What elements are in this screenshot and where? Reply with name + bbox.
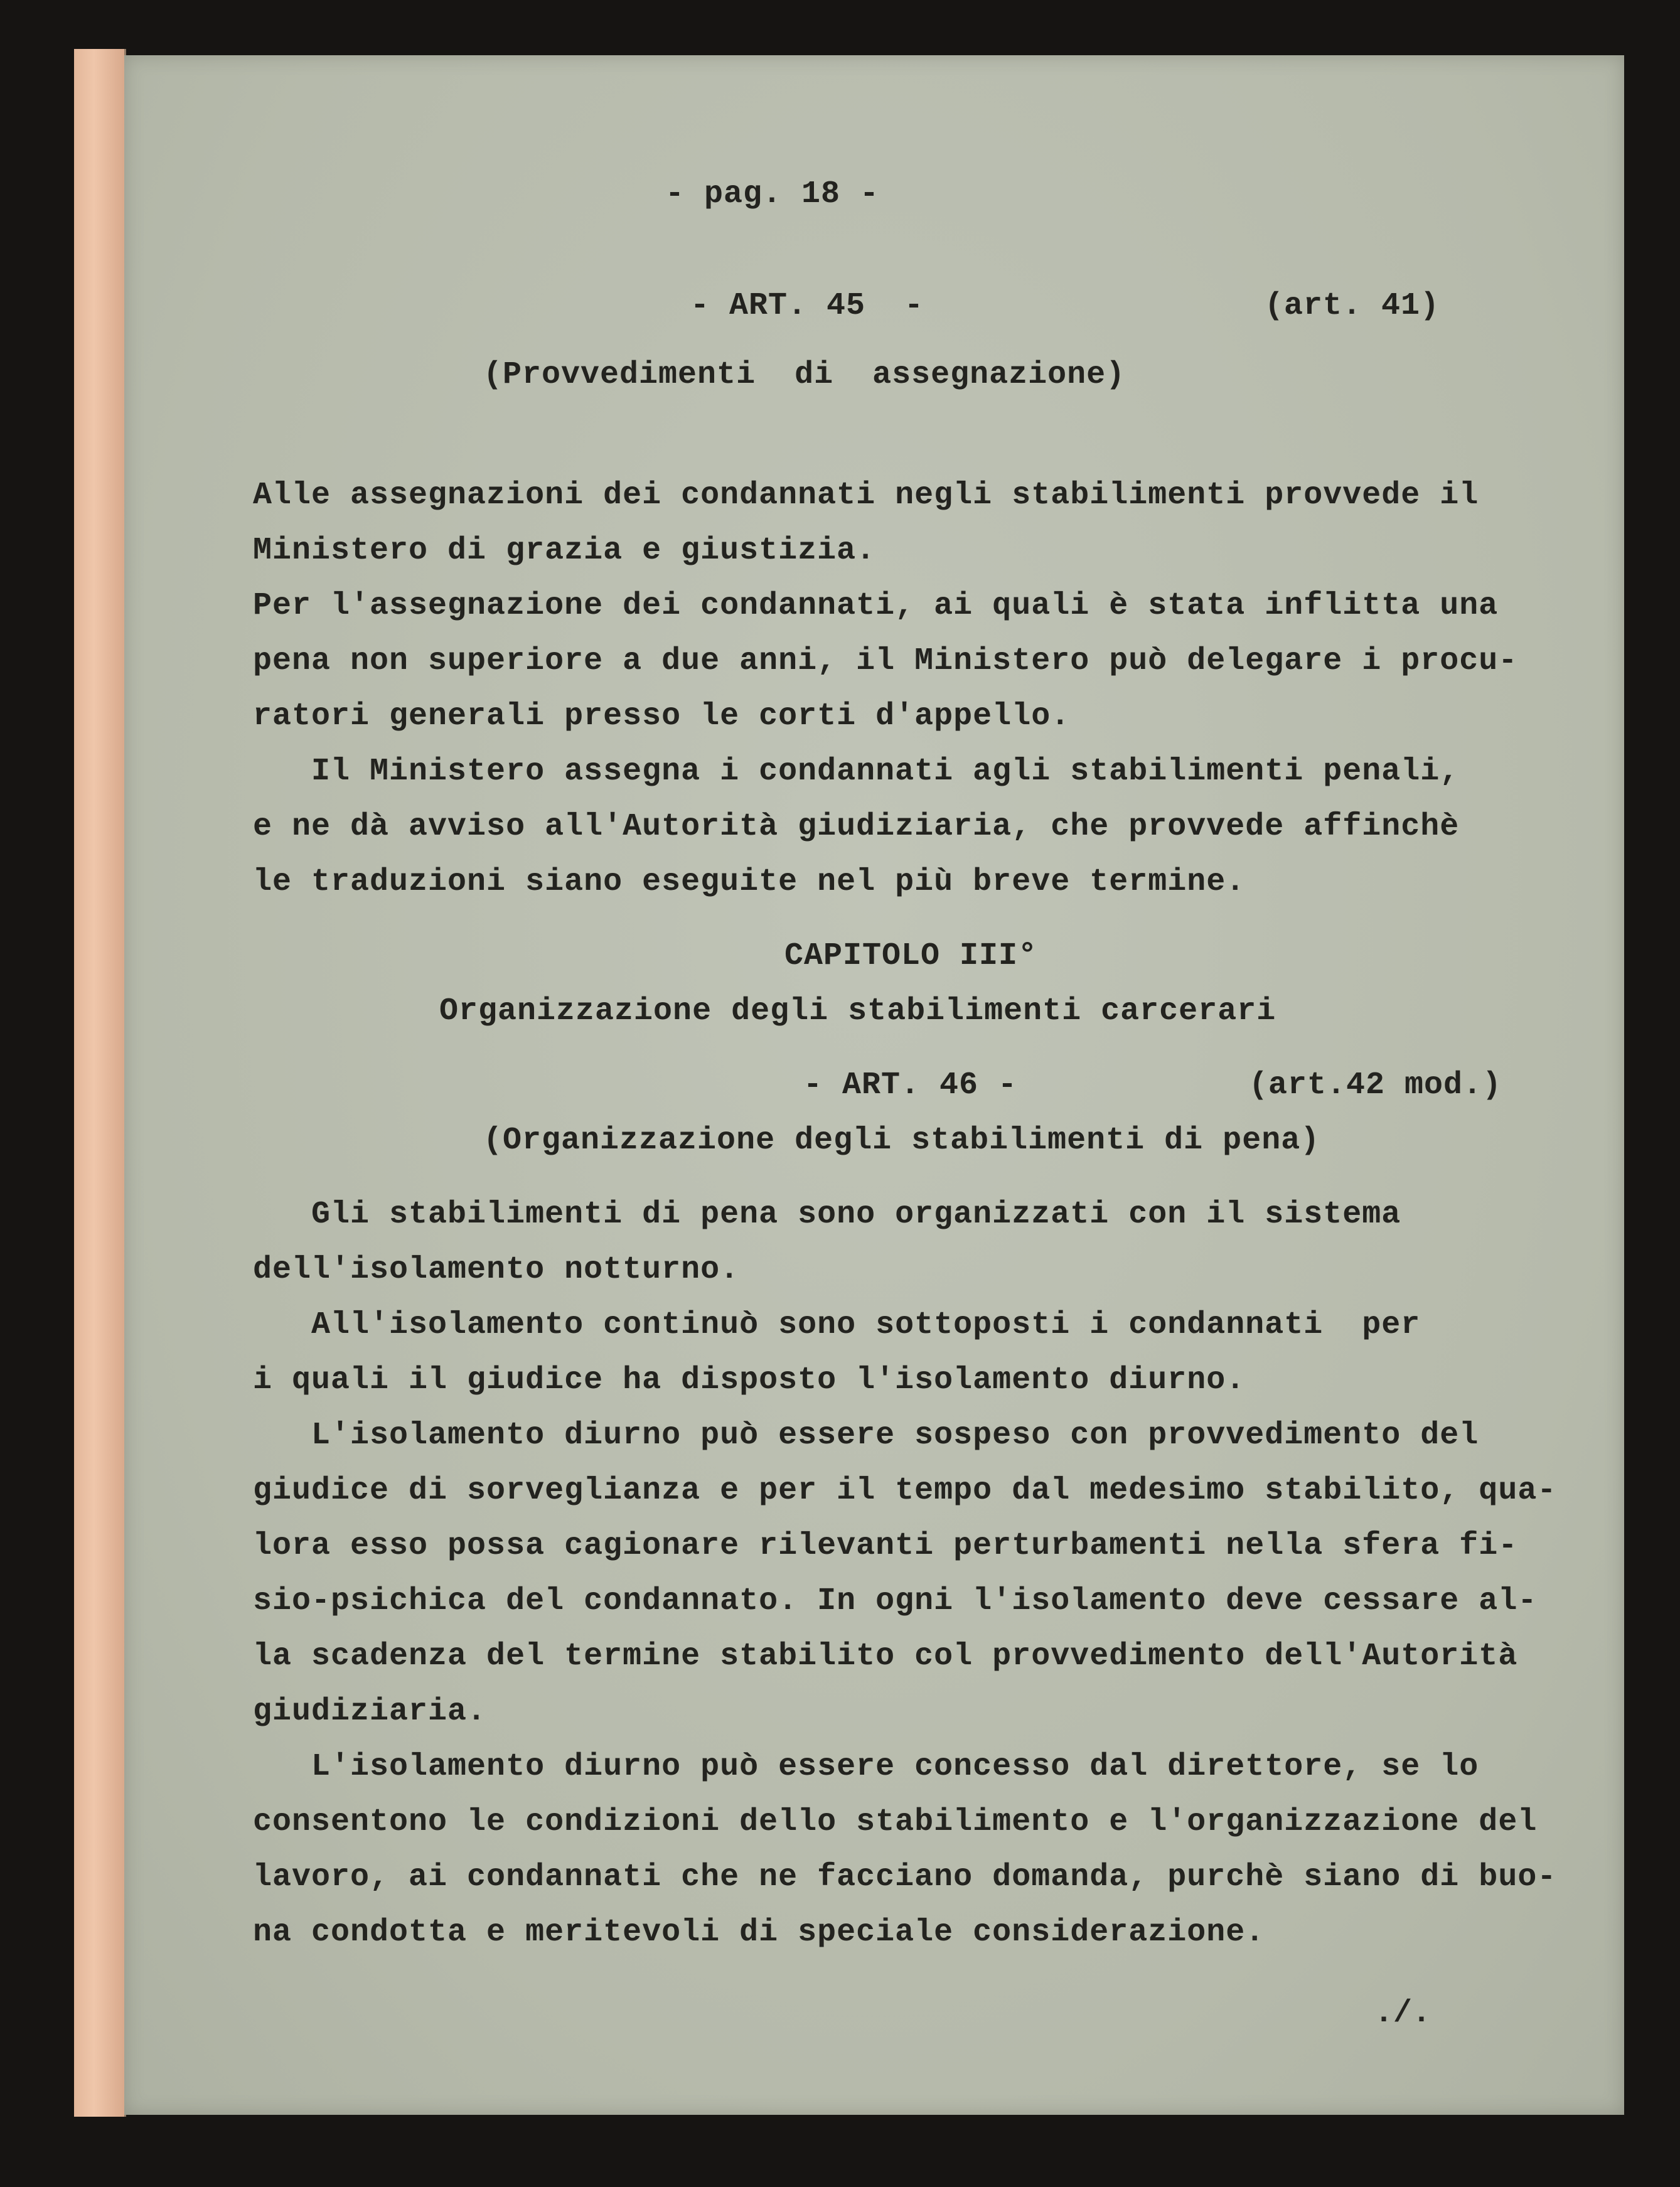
article-46-line: lavoro, ai condannati che ne facciano domanda, purchè siano di buo- [253,1859,1557,1895]
article-46-line: consentono le condizioni dello stabilimento e l'organizzazione del [253,1804,1538,1840]
article-46-line: i quali il giudice ha disposto l'isolamento diurno. [253,1362,1246,1398]
article-46-line: lora esso possa cagionare rilevanti perturbamenti nella sfera fi- [253,1528,1518,1564]
article-46-line: giudice di sorveglianza e per il tempo dal medesimo stabilito, qua- [253,1473,1557,1509]
article-45-reference: (art. 41) [1265,288,1440,324]
article-46-line: na condotta e meritevoli di speciale considerazione. [253,1915,1265,1950]
article-46-reference: (art.42 mod.) [1249,1067,1502,1103]
article-46-line: dell'isolamento notturno. [253,1252,740,1288]
article-46-line: L'isolamento diurno può essere concesso dal direttore, se lo [253,1749,1479,1785]
article-46-line: la scadenza del termine stabilito col provvedimento dell'Autorità [253,1639,1518,1674]
article-45-subtitle: (Provvedimenti di assegnazione) [483,357,1126,393]
continuation-mark: ./. [1374,1996,1431,2031]
article-45-line: e ne dà avviso all'Autorità giudiziaria, che provvede affinchè [253,809,1460,845]
article-45-line: pena non superiore a due anni, il Ministero può delegare i procu- [253,643,1518,679]
article-46-heading: - ART. 46 - [803,1067,1018,1103]
article-45-line: Per l'assegnazione dei condannati, ai quali è stata inflitta una [253,588,1499,624]
article-46-line: giudiziaria. [253,1694,487,1730]
article-46-subtitle: (Organizzazione degli stabilimenti di pena) [483,1123,1320,1158]
article-45-heading: - ART. 45 - [690,288,924,324]
article-45-line: Il Ministero assegna i condannati agli stabilimenti penali, [253,754,1460,789]
article-46-line: L'isolamento diurno può essere sospeso con provvedimento del [253,1418,1479,1453]
article-45-line: le traduzioni siano eseguite nel più breve termine. [253,864,1246,900]
article-45-line: Alle assegnazioni dei condannati negli stabilimenti provvede il [253,478,1479,513]
article-46-line: All'isolamento continuò sono sottoposti i condannati per [253,1307,1421,1343]
article-46-line: Gli stabilimenti di pena sono organizzati con il sistema [253,1197,1401,1233]
page-number: - pag. 18 - [665,176,880,212]
chapter-title: CAPITOLO III° [784,938,1038,974]
article-45-line: ratori generali presso le corti d'appello. [253,698,1071,734]
chapter-subtitle: Organizzazione degli stabilimenti carcerari [439,993,1276,1029]
article-46-line: sio-psichica del condannato. In ogni l'isolamento deve cessare al- [253,1583,1538,1619]
binding-edge [74,49,126,2117]
article-45-line: Ministero di grazia e giustizia. [253,533,876,569]
